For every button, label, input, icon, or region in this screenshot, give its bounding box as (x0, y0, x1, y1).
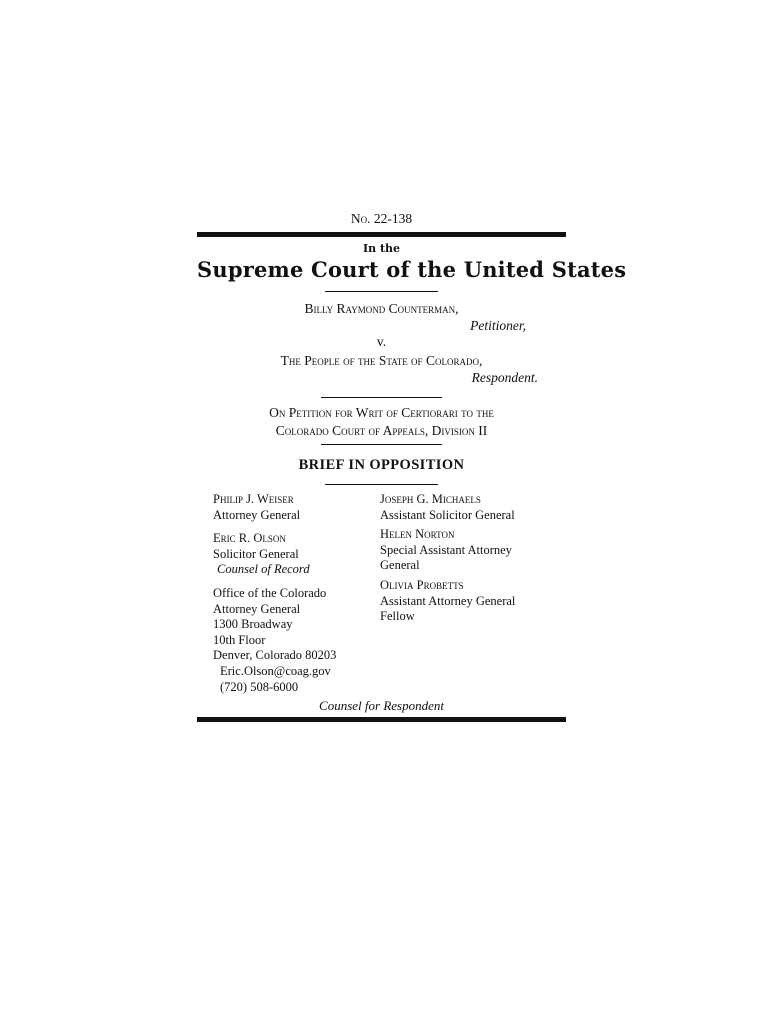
divider-rule (325, 484, 438, 485)
petition-line-1: On Petition for Writ of Certiorari to the (269, 405, 494, 420)
counsel-title: Fellow (380, 609, 415, 624)
office-address-line: 1300 Broadway (213, 617, 293, 632)
office-address-line: Denver, Colorado 80203 (213, 648, 337, 663)
counsel-title: Assistant Attorney General (380, 593, 516, 608)
office-address-line: Office of the Colorado (213, 585, 327, 600)
petitioner-role: Petitioner, (470, 318, 526, 333)
phone-number: (720) 508-6000 (220, 679, 299, 694)
divider-rule (321, 444, 442, 445)
petition-line-2: Colorado Court of Appeals, Division II (275, 423, 488, 438)
divider-rule (325, 291, 438, 292)
bottom-thick-rule (197, 717, 566, 722)
versus-label: v. (376, 334, 387, 349)
counsel-title: General (380, 558, 420, 573)
email-link[interactable]: Eric.Olson@coag.gov (220, 663, 331, 678)
counsel-title: Solicitor General (213, 546, 299, 561)
court-name: Supreme Court of the United States (197, 257, 627, 282)
brief-title: BRIEF IN OPPOSITION (298, 457, 465, 473)
counsel-name: Joseph G. Michaels (380, 492, 481, 506)
counsel-name: Helen Norton (380, 527, 455, 542)
counsel-of-record-note: Counsel of Record (217, 562, 310, 577)
respondent-name: The People of the State of Colorado, (280, 353, 483, 368)
divider-rule (321, 397, 442, 398)
counsel-left-column (213, 492, 336, 695)
counsel-name: Eric R. Olson (213, 531, 286, 546)
counsel-title: Attorney General (213, 507, 301, 522)
docket-number: No. 22-138 (350, 211, 413, 226)
counsel-name: Olivia Probetts (380, 577, 464, 592)
counsel-name: Philip J. Weiser (213, 492, 294, 506)
top-thick-rule (197, 232, 566, 237)
office-address-line: Attorney General (213, 601, 301, 616)
in-the-label: In the (362, 242, 401, 255)
counsel-title: Special Assistant Attorney (380, 542, 512, 557)
counsel-title: Assistant Solicitor General (380, 507, 515, 522)
counsel-right-column (380, 492, 515, 625)
counsel-footer: Counsel for Respondent (319, 698, 444, 713)
office-address-line: 10th Floor (213, 632, 266, 647)
petitioner-name: Billy Raymond Counterman, (304, 301, 459, 316)
respondent-role: Respondent. (471, 370, 538, 385)
